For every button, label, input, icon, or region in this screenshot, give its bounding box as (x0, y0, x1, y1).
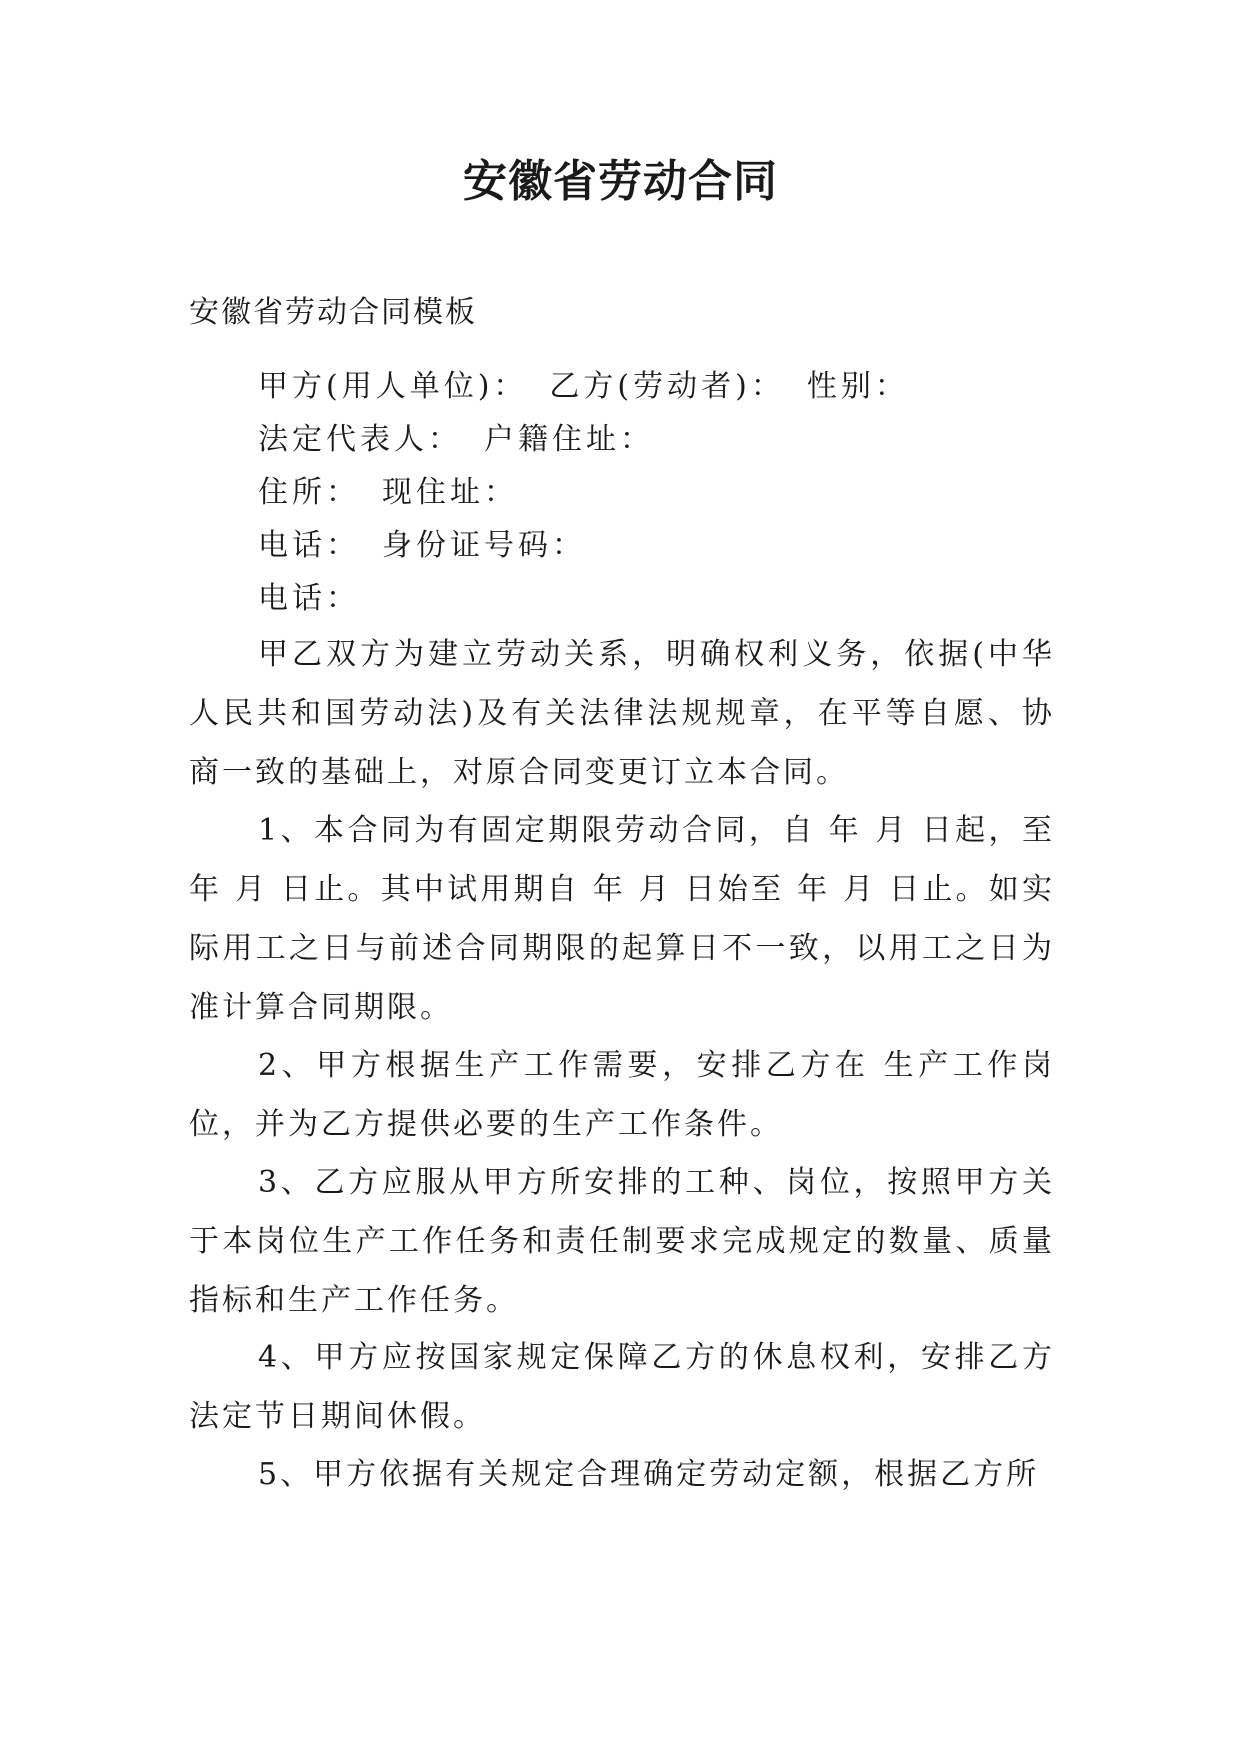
legal-representative-label: 法定代表人： (258, 422, 462, 457)
id-number-label: 身份证号码： (382, 528, 586, 563)
paragraph-clause-1: 1、本合同为有固定期限劳动合同，自 年 月 日起，至 年 月 日止。其中试用期自 年 月 日始至 年 月 日止。如实际用工之日与前述合同期限的起算日不一致，以用工之日为准计算合同期限。 (189, 813, 1055, 1025)
party-info-line-2 (258, 420, 654, 460)
registered-address-label: 户籍住址： (484, 422, 654, 457)
party-info-line-5 (258, 579, 360, 619)
paragraph-clause-2: 2、甲方根据生产工作需要，安排乙方在 生产工作岗位，并为乙方提供必要的生产工作条件。 (189, 1048, 1055, 1142)
party-info-line-1 (258, 367, 909, 407)
residence-label: 住所： (258, 475, 360, 510)
document-subtitle: 安徽省劳动合同模板 (189, 295, 477, 330)
employer-label: 甲方(用人单位)： (258, 369, 528, 404)
gender-label: 性别： (806, 369, 909, 404)
paragraph-intro: 甲乙双方为建立劳动关系，明确权利义务，依据(中华人民共和国劳动法)及有关法律法规规章，在平等自愿、协商一致的基础上，对原合同变更订立本合同。 (189, 637, 1055, 790)
document-title: 安徽省劳动合同 (463, 156, 778, 207)
employee-label: 乙方(劳动者)： (549, 369, 785, 404)
paragraph-clause-4: 4、甲方应按国家规定保障乙方的休息权利，安排乙方法定节日期间休假。 (189, 1340, 1055, 1434)
employer-phone-label: 电话： (258, 528, 360, 563)
paragraph-clause-5: 5、甲方依据有关规定合理确定劳动定额，根据乙方所 (258, 1457, 1040, 1492)
current-address-label: 现住址： (382, 475, 518, 510)
employee-phone-label: 电话： (258, 581, 360, 616)
party-info-line-3 (258, 473, 518, 513)
party-info-line-4 (258, 526, 586, 566)
paragraph-clause-3: 3、乙方应服从甲方所安排的工种、岗位，按照甲方关于本岗位生产工作任务和责任制要求完成规定的数量、质量指标和生产工作任务。 (189, 1165, 1055, 1318)
